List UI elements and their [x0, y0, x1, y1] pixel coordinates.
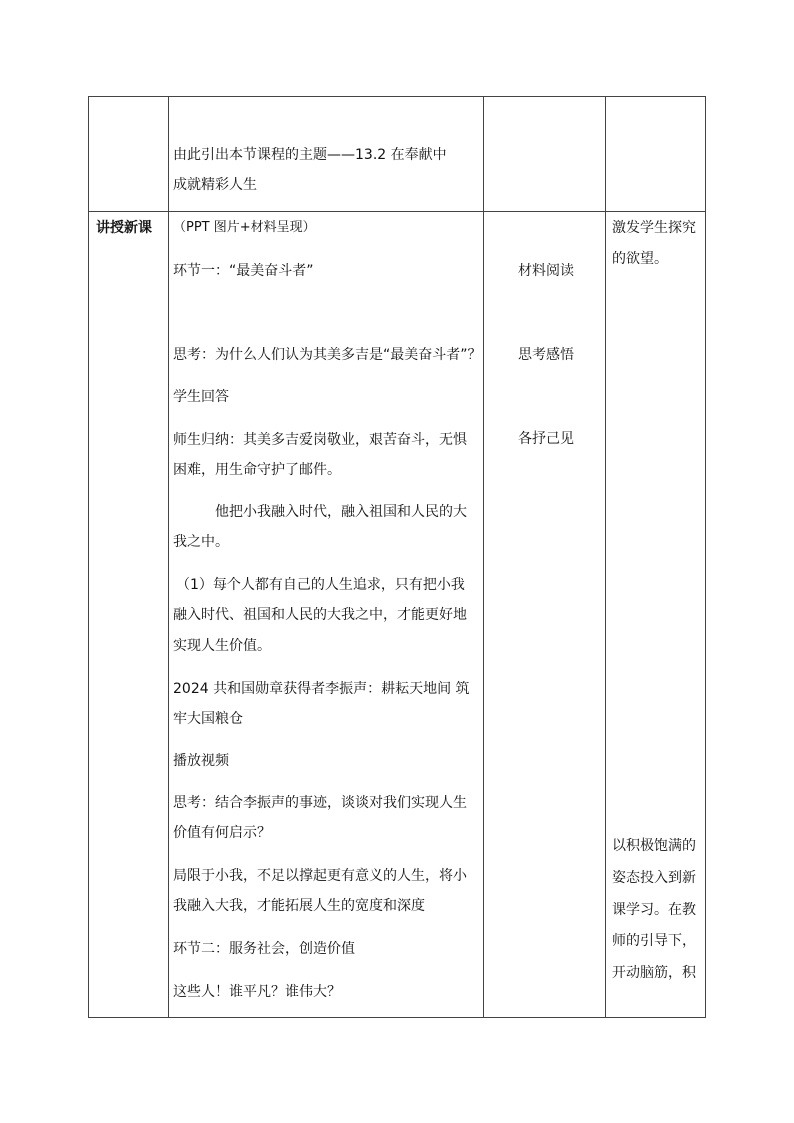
teacher-line: 师生归纳：其美多吉爱岗敬业，艰苦奋斗，无惧 — [173, 432, 467, 448]
column-divider — [605, 97, 606, 1017]
teacher-line: 环节一：“最美奋斗者” — [173, 263, 314, 279]
teacher-line: （1）每个人都有自己的人生追求，只有把小我 — [176, 577, 465, 593]
teacher-line: 价值有何启示？ — [173, 825, 271, 841]
design-intent-line: 开动脑筋，积 — [612, 965, 696, 981]
teacher-line: 思考：结合李振声的事迹，谈谈对我们实现人生 — [173, 795, 467, 811]
intro-line-2: 成就精彩人生 — [173, 177, 257, 193]
teacher-line: 播放视频 — [173, 753, 229, 769]
teacher-line: 学生回答 — [173, 389, 229, 405]
teacher-line: 牢大国粮仓 — [173, 711, 243, 727]
design-intent-line: 激发学生探究 — [612, 220, 696, 236]
teacher-line: 我之中。 — [173, 534, 229, 550]
intro-line-1: 由此引出本节课程的主题——13.2 在奉献中 — [173, 147, 447, 163]
teacher-line: 困难，用生命守护了邮件。 — [173, 462, 341, 478]
student-activity: 思考感悟 — [518, 347, 574, 363]
design-intent-line: 师的引导下， — [612, 933, 696, 949]
design-intent-line: 以积极饱满的 — [612, 838, 696, 854]
teacher-line: 实现人生价值。 — [173, 638, 271, 654]
teacher-line: 融入时代、祖国和人民的大我之中，才能更好地 — [173, 607, 467, 623]
teacher-line: （PPT 图片+材料呈现） — [173, 220, 316, 235]
teacher-line: 2024 共和国勋章获得者李振声：耕耘天地间 筑 — [173, 681, 470, 697]
student-activity: 材料阅读 — [518, 263, 574, 279]
teacher-line: 我融入大我，才能拓展人生的宽度和深度 — [173, 898, 425, 914]
teacher-line: 思考：为什么人们认为其美多吉是“最美奋斗者”？ — [173, 347, 482, 363]
design-intent-line: 姿态投入到新 — [612, 870, 696, 886]
column-divider — [168, 97, 169, 1017]
row-divider — [89, 211, 705, 212]
design-intent-line: 的欲望。 — [612, 251, 668, 267]
student-activity: 各抒己见 — [518, 431, 574, 447]
design-intent-line: 课学习。在教 — [612, 902, 696, 918]
column-divider — [483, 97, 484, 1017]
teacher-line: 环节二：服务社会，创造价值 — [173, 941, 355, 957]
teacher-line: 他把小我融入时代，融入祖国和人民的大 — [215, 504, 467, 520]
stage-label: 讲授新课 — [96, 220, 152, 236]
teacher-line: 这些人！谁平凡？谁伟大？ — [173, 984, 341, 1000]
teacher-line: 局限于小我，不足以撑起更有意义的人生，将小 — [173, 868, 467, 884]
